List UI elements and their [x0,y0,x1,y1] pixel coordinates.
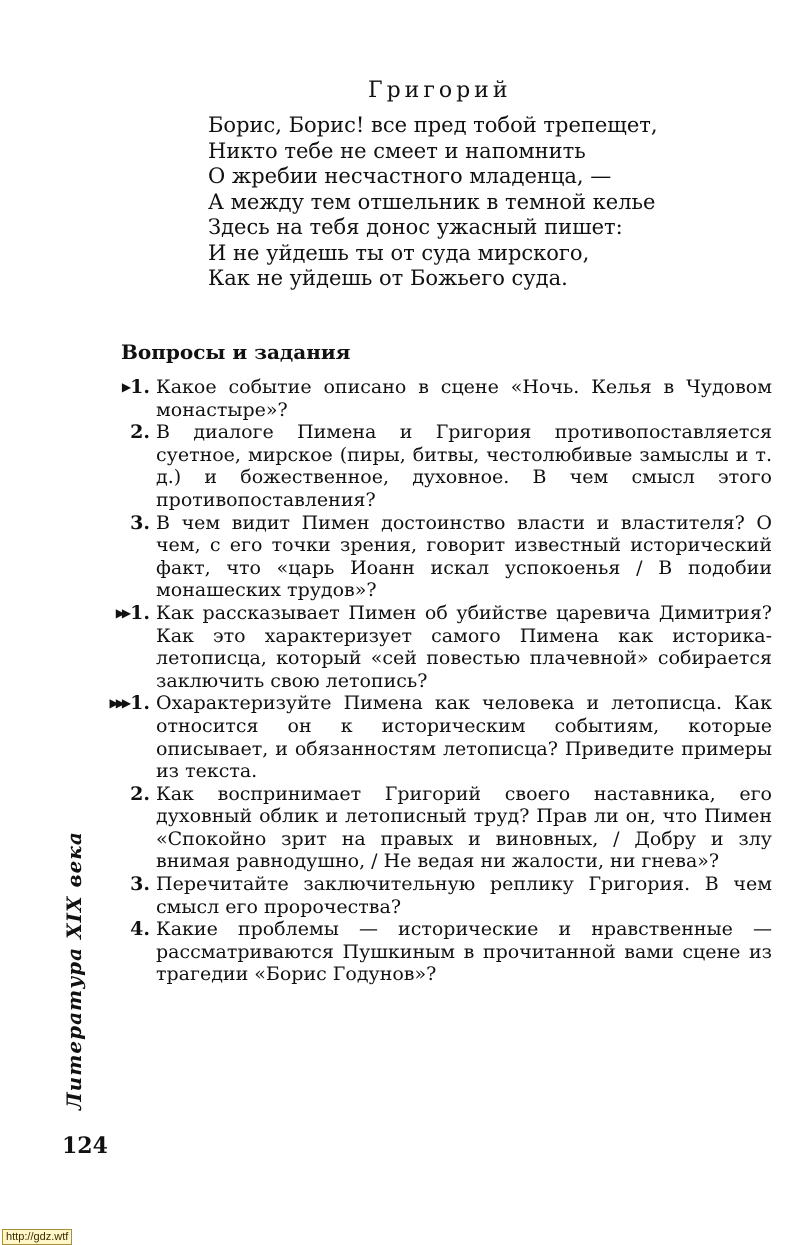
triangle-marker-icon: ▶ [121,380,129,394]
question-number: 2. [130,782,150,805]
poem-line: Здесь на тебя донос ужасный пишет: [208,215,623,239]
question-text: Какое событие описано в сцене «Ночь. Келья в Чудовом монастыре»? [156,376,772,421]
question-number: 1. [130,601,150,624]
question-number: 3. [130,511,150,534]
question-marker [100,692,156,782]
question-number: 4. [130,918,150,941]
question-marker [100,783,156,873]
question-text: Охарактеризуйте Пимена как человека и летописца. Как относится он к историческим событиям, которые описывает, и обязанностям летописца? Приведите примеры из текста. [156,692,772,783]
poem-line: О жребии несчастного младенца, — [208,164,612,188]
question-item [100,512,772,602]
question-text: Как рассказывает Пимен об убийстве царевича Димитрия? Как это характеризует самого Пимена как историка-летописца, который «сей повестью плачевной» собирается заключить свою летопись? [156,601,772,692]
question-text: Какие проблемы — исторические и нравственные — рассматриваются Пушкиным в прочитанной вами сцене из трагедии «Борис Годунов»? [156,918,772,986]
poem-line: И не уйдешь ты от суда мирского, [208,240,590,265]
question-item [100,692,772,782]
question-text: Как воспринимает Григорий своего наставника, его духовный облик и летописный труд? Прав ли он, что Пимен «Спокойно зрит на правых и виновных, / Добру и злу внимая равнодушно, / Не ведая ни жалости, ни гнева»? [156,782,772,873]
side-running-title: Литература XIX века [62,831,86,1110]
question-number: 1. [130,376,150,398]
poem-line: Никто тебе не смеет и напомнить [208,138,586,163]
question-text: Перечитайте заключительную реплику Григория. В чем смысл его пророчества? [156,873,772,918]
question-number: 2. [130,421,150,444]
question-marker [100,602,156,692]
question-marker [100,918,156,986]
triangle-marker-icon: ▶▶ [115,605,129,620]
page-number: 124 [62,1133,108,1159]
question-item [100,421,772,511]
question-text: В диалоге Пимена и Григория противопоставляется суетное, мирское (пиры, битвы, честолюбивые замыслы и т. д.) и божественное, духовное. В чем смысл этого противопоставления? [156,421,772,511]
question-marker [100,512,156,602]
question-item [100,783,772,873]
footer-link[interactable]: http://gdz.wtf [2,1229,72,1245]
questions-heading: Вопросы и задания [121,340,351,364]
question-marker [100,376,156,421]
question-item [100,376,772,421]
question-number: 1. [130,692,150,715]
question-item [100,602,772,692]
question-marker [100,421,156,511]
triangle-marker-icon: ▶▶▶ [109,696,129,711]
question-item [100,918,772,986]
question-marker [100,873,156,918]
question-number: 3. [130,873,150,896]
poem-line: Борис, Борис! все пред тобой трепещет, [208,113,658,137]
question-text: В чем видит Пимен достоинство власти и властителя? О чем, с его точки зрения, говорит известный исторический факт, что «царь Иоанн искал успокоенья / В подобии монашеских трудов»? [156,511,772,602]
speaker-name: Григорий [368,78,512,103]
poem [208,113,658,292]
question-item [100,873,772,918]
poem-line: А между тем отшельник в темной келье [208,189,656,214]
poem-line: Как не уйдешь от Божьего суда. [208,266,568,290]
questions-list [100,376,772,986]
